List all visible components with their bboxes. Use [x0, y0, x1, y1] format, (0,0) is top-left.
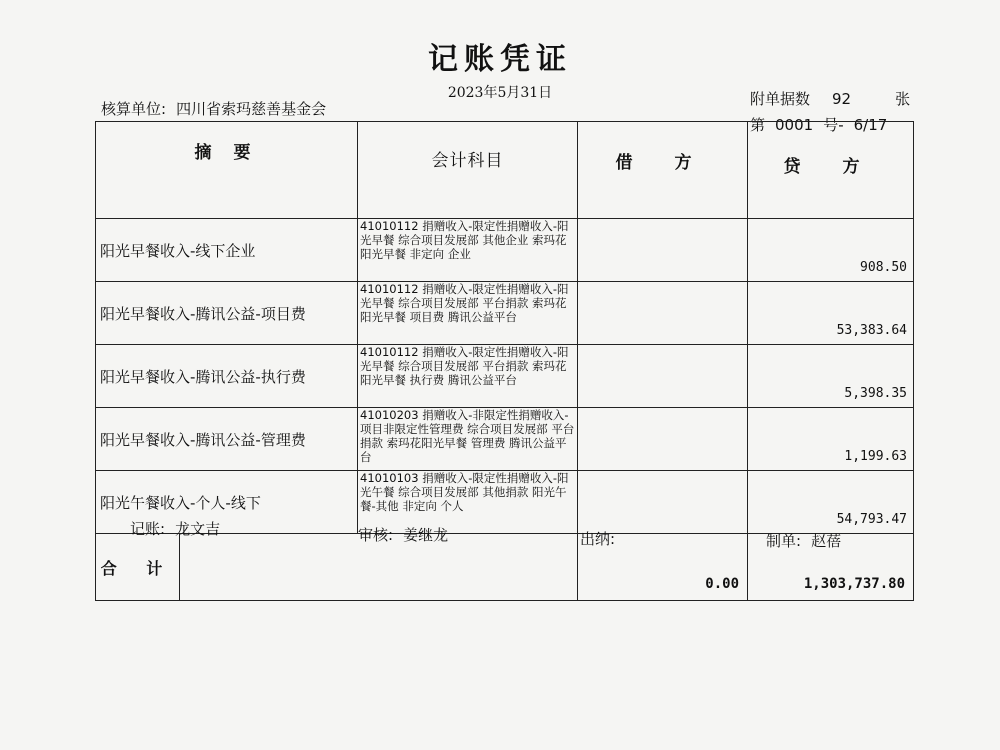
column-credit: 贷 方	[748, 122, 914, 219]
row-debit	[578, 471, 748, 534]
row-account: 41010112 捐赠收入-限定性捐赠收入-阳光早餐 综合项目发展部 其他企业 索玛花阳光早餐 非定向 企业	[358, 219, 578, 282]
accounting-unit	[101, 98, 326, 119]
table-row	[96, 345, 914, 408]
row-debit	[578, 282, 748, 345]
table-row	[96, 219, 914, 282]
row-account: 41010112 捐赠收入-限定性捐赠收入-阳光早餐 综合项目发展部 平台捐款 索玛花阳光早餐 执行费 腾讯公益平台	[358, 345, 578, 408]
column-summary: 摘 要	[96, 122, 358, 219]
bookkeeper-name: 龙文吉	[175, 520, 221, 538]
row-account: 41010103 捐赠收入-限定性捐赠收入-阳光午餐 综合项目发展部 其他捐款 阳光午餐-其他 非定向 个人	[358, 471, 578, 534]
row-account: 41010112 捐赠收入-限定性捐赠收入-阳光早餐 综合项目发展部 平台捐款 索玛花阳光早餐 项目费 腾讯公益平台	[358, 282, 578, 345]
row-credit: 5,398.35	[748, 345, 914, 408]
attachment-label: 附单据数	[750, 90, 811, 108]
row-account: 41010203 捐赠收入-非限定性捐赠收入-项目非限定性管理费 综合项目发展部 平台捐款 索玛花阳光早餐 管理费 腾讯公益平台	[358, 408, 578, 471]
signature-bookkeeper	[130, 518, 220, 539]
cashier-label: 出纳:	[580, 530, 616, 548]
row-debit	[578, 345, 748, 408]
total-label: 合 计	[96, 534, 180, 601]
row-summary: 阳光早餐收入-腾讯公益-管理费	[96, 408, 358, 471]
preparer-name: 赵蓓	[811, 532, 842, 550]
page-title: 记账凭证	[428, 42, 572, 77]
signature-preparer	[766, 530, 841, 551]
bookkeeper-label: 记账:	[130, 520, 166, 538]
row-debit	[578, 219, 748, 282]
row-debit	[578, 408, 748, 471]
column-debit: 借 方	[578, 122, 748, 219]
row-credit: 54,793.47	[748, 471, 914, 534]
attachment-count	[750, 88, 910, 109]
signature-cashier	[580, 528, 625, 549]
voucher-date: 2023年5月31日	[447, 85, 553, 101]
row-credit: 908.50	[748, 219, 914, 282]
row-summary: 阳光早餐收入-腾讯公益-执行费	[96, 345, 358, 408]
row-summary: 阳光早餐收入-线下企业	[96, 219, 358, 282]
voucher-suffix: 号-	[823, 116, 844, 134]
accounting-unit-value: 四川省索玛慈善基金会	[176, 100, 327, 118]
accounting-unit-label: 核算单位:	[101, 100, 167, 118]
table-header	[96, 122, 914, 219]
voucher-page: 6/17	[853, 116, 888, 134]
total-credit: 1,303,737.80	[748, 534, 914, 601]
row-credit: 53,383.64	[748, 282, 914, 345]
reviewer-label: 审核:	[358, 526, 394, 544]
reviewer-name: 姜继龙	[403, 526, 449, 544]
preparer-label: 制单:	[766, 532, 802, 550]
voucher-prefix: 第	[750, 116, 766, 134]
column-account: 会计科目	[358, 122, 578, 219]
total-debit: 0.00	[578, 534, 748, 601]
attachment-number: 92	[832, 90, 852, 108]
table-row	[96, 408, 914, 471]
row-summary: 阳光早餐收入-腾讯公益-项目费	[96, 282, 358, 345]
row-summary: 阳光午餐收入-个人-线下	[96, 471, 358, 534]
table-row	[96, 282, 914, 345]
row-credit: 1,199.63	[748, 408, 914, 471]
voucher-no: 0001	[775, 116, 814, 134]
signature-reviewer	[358, 524, 448, 545]
attachment-suffix: 张	[895, 90, 911, 108]
